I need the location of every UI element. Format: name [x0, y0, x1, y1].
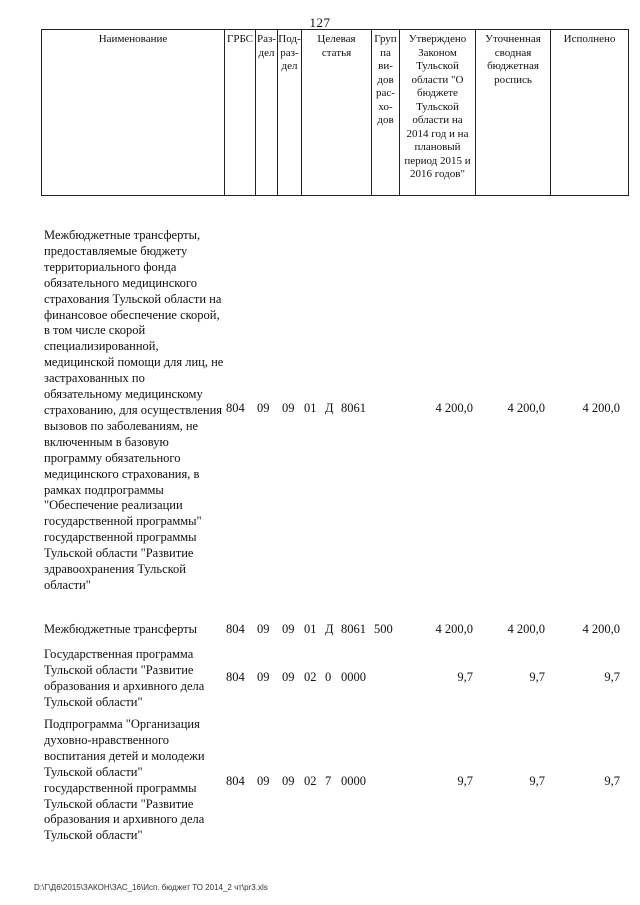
header-razdel: Раз- дел — [256, 30, 278, 195]
row-podrazdel: 09 — [282, 622, 295, 636]
row-target-subprogram: Д — [325, 401, 334, 415]
row-podrazdel: 09 — [282, 670, 295, 684]
row-name: Межбюджетные трансферты, предоставляемые бюджету территориального фонда обязательного медицинского страхования Тульской области на финансовое обеспечение скорой, в том числе скорой специализированной, медицинской помощи для лиц, не застрахованных по обязательному медицинскому страхованию, для осуществления вызовов по заболеваниям, не включенным в базовую программу обязательного медицинского страхования, в рамках подпрограммы "Обеспечение реализации государственной программы" государственной программы Тульской области "Развитие здравоохранения Тульской области" — [44, 228, 224, 592]
file-path-footer: D:\Г\Д6\2015\ЗАКОН\ЗАС_16\Исп. бюджет ТО 2014_2 чт\рr3.xls — [34, 883, 268, 892]
row-razdel: 09 — [257, 401, 270, 415]
row-refined: 9,7 — [529, 670, 545, 684]
row-razdel: 09 — [257, 774, 270, 788]
row-refined: 4 200,0 — [507, 622, 545, 636]
row-target-direction: 0000 — [341, 774, 366, 788]
row-target-program: 02 — [304, 670, 317, 684]
row-target-program: 02 — [304, 774, 317, 788]
header-executed: Исполнено — [563, 33, 616, 45]
row-executed: 4 200,0 — [582, 622, 620, 636]
row-executed: 9,7 — [604, 774, 620, 788]
row-name: Государственная программа Тульской области "Развитие образования и архивного дела Тульской области" — [44, 647, 205, 709]
row-target-direction: 8061 — [341, 622, 366, 636]
row-approved: 9,7 — [457, 670, 473, 684]
row-grbs: 804 — [226, 401, 245, 415]
row-target-program: 01 — [304, 401, 317, 415]
header-grbs: ГРБС — [225, 30, 256, 195]
row-target-subprogram: Д — [325, 622, 334, 636]
header-approved: Утверждено Законом Тульской области "О бюджете Тульской области на 2014 год и на плановый период 2015 и 2016 годов" — [400, 30, 476, 195]
row-target-direction: 0000 — [341, 670, 366, 684]
row-target-subprogram: 0 — [325, 670, 332, 684]
row-grbs: 804 — [226, 622, 245, 636]
row-executed: 4 200,0 — [582, 401, 620, 415]
table-header — [41, 29, 629, 196]
row-razdel: 09 — [257, 622, 270, 636]
row-executed: 9,7 — [604, 670, 620, 684]
page-number: 127 — [309, 15, 331, 30]
row-target-direction: 8061 — [341, 401, 366, 415]
row-name: Межбюджетные трансферты — [44, 622, 198, 636]
row-approved: 4 200,0 — [435, 401, 473, 415]
header-refined: Уточненная сводная бюджетная роспись — [476, 30, 551, 195]
row-razdel: 09 — [257, 670, 270, 684]
row-group: 500 — [374, 622, 393, 636]
header-target: Целевая статья — [302, 30, 372, 195]
row-target-program: 01 — [304, 622, 317, 636]
row-refined: 9,7 — [529, 774, 545, 788]
row-grbs: 804 — [226, 670, 245, 684]
row-approved: 9,7 — [457, 774, 473, 788]
row-refined: 4 200,0 — [507, 401, 545, 415]
row-podrazdel: 09 — [282, 401, 295, 415]
row-target-subprogram: 7 — [325, 774, 332, 788]
row-approved: 4 200,0 — [435, 622, 473, 636]
row-name: Подпрограмма "Организация духовно-нравственного воспитания детей и молодежи Тульской области" государственной программы Тульской области "Развитие образования и архивного дела Тульской области" — [44, 717, 205, 843]
row-podrazdel: 09 — [282, 774, 295, 788]
header-name: Наименование — [42, 30, 225, 195]
header-podrazdel: Под- раз- дел — [278, 30, 302, 195]
header-group: Груп па ви- дов рас- хо- дов — [372, 30, 400, 195]
row-grbs: 804 — [226, 774, 245, 788]
